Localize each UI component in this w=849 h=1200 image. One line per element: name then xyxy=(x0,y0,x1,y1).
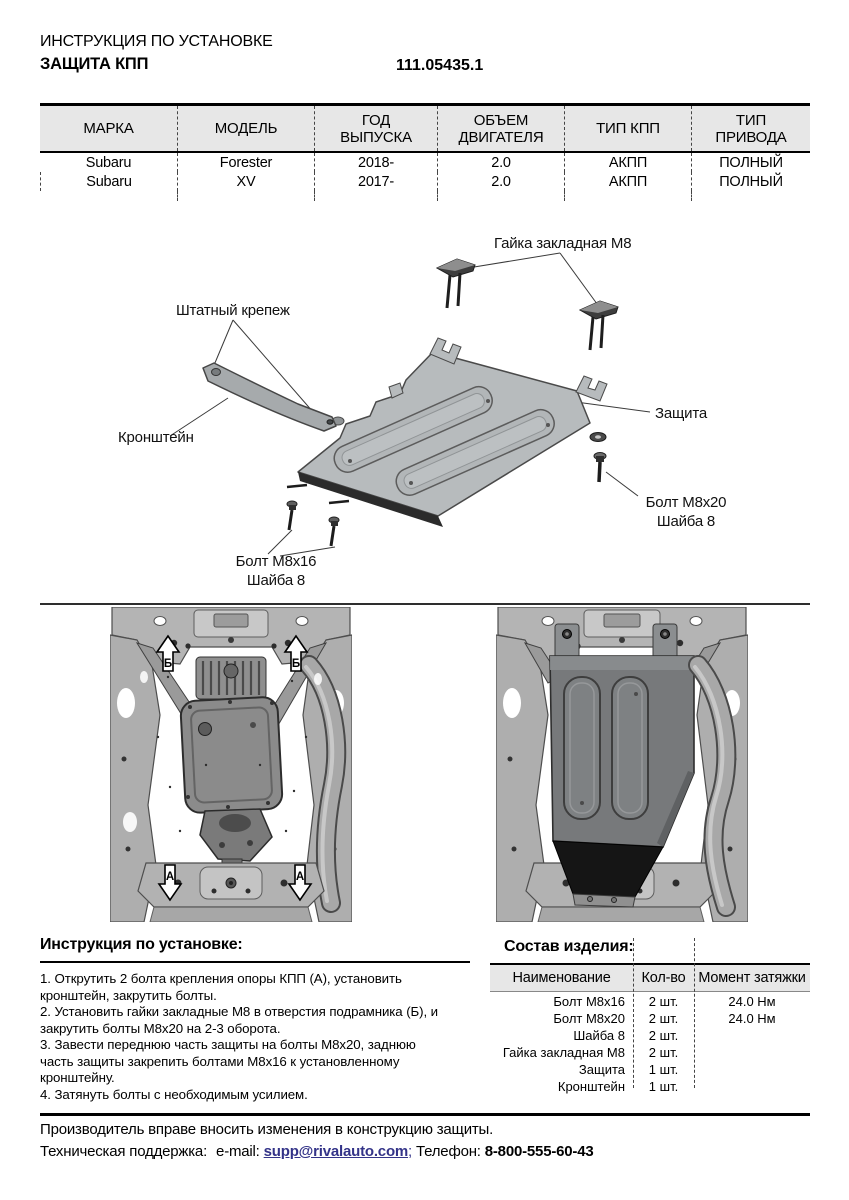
marker-letter: А xyxy=(165,871,175,883)
cell-model: XV xyxy=(177,172,314,191)
footer-divider xyxy=(40,1113,810,1116)
document-subtitle: ИНСТРУКЦИЯ ПО УСТАНОВКЕ xyxy=(40,33,273,50)
fitment-table-body xyxy=(40,153,810,191)
col-header-part-name: Наименование xyxy=(512,970,611,986)
part-qty: 2 шт. xyxy=(648,1045,679,1060)
email-separator: ; xyxy=(408,1143,413,1160)
instructions-heading: Инструкция по установке: xyxy=(40,936,243,953)
page-title: ЗАЩИТА КПП xyxy=(40,55,149,73)
part-name: Гайка закладная М8 xyxy=(502,1045,625,1060)
washer-drawing xyxy=(590,433,606,442)
col-header-engine: ОБЪЕМ ДВИГАТЕЛЯ xyxy=(437,106,564,151)
bracket-drawing xyxy=(203,363,336,431)
support-email-link[interactable]: supp@rivalauto.com xyxy=(263,1143,409,1160)
parts-table-dashed-divider xyxy=(633,938,634,1088)
col-header-torque: Момент затяжки xyxy=(698,970,806,986)
cell-year: 2018- xyxy=(314,153,437,172)
cell-brand: Subaru xyxy=(85,155,132,171)
email-label: e-mail: xyxy=(216,1143,260,1160)
fitment-table-tail xyxy=(40,191,810,201)
col-header-gearbox: ТИП КПП xyxy=(564,106,691,151)
cell-gearbox: АКПП xyxy=(564,153,691,172)
part-name: Болт М8х16 xyxy=(553,994,625,1009)
part-qty: 1 шт. xyxy=(648,1079,679,1094)
col-header-model: МОДЕЛЬ xyxy=(177,106,314,151)
parts-list-heading: Состав изделия: xyxy=(504,938,634,955)
part-qty: 2 шт. xyxy=(648,994,679,1009)
bolt-m8x16-drawing xyxy=(287,485,349,546)
cell-engine: 2.0 xyxy=(437,172,564,191)
label-bracket: Кронштейн xyxy=(118,429,194,446)
marker-letter: А xyxy=(295,871,305,883)
label-plate: Защита xyxy=(655,405,707,422)
photo-underbody-before xyxy=(110,607,352,922)
support-phone: 8-800-555-60-43 xyxy=(484,1143,594,1160)
part-number: 111.05435.1 xyxy=(396,57,484,74)
marker-letter: Б xyxy=(163,658,173,670)
cell-brand: Subaru xyxy=(40,172,177,191)
part-torque: 24.0 Нм xyxy=(728,1011,776,1026)
part-torque xyxy=(694,1062,810,1079)
marker-letter: Б xyxy=(291,658,301,670)
parts-table-dashed-divider xyxy=(694,938,695,1088)
part-name: Защита xyxy=(578,1062,625,1077)
col-header-year: ГОД ВЫПУСКА xyxy=(314,106,437,151)
instruction-step: 3. Завести переднюю часть защиты на болты М8х20, заднюю часть защиты закрепить болтами М8х16 к установленному кронштейну. xyxy=(40,1037,416,1085)
enclosed-nut-drawing xyxy=(437,259,475,308)
label-bolt-m8x20: Болт М8х20 Шайба 8 xyxy=(645,494,727,530)
section-divider xyxy=(40,603,810,605)
underbody-before-drawing xyxy=(110,607,352,922)
part-qty: 1 шт. xyxy=(648,1062,679,1077)
plate-drawing xyxy=(298,338,607,527)
cell-year: 2017- xyxy=(314,172,437,191)
label-bolt-m8x16: Болт М8х16 Шайба 8 xyxy=(235,553,317,589)
underbody-after-drawing xyxy=(496,607,748,922)
cell-drive: ПОЛНЫЙ xyxy=(691,153,810,172)
enclosed-nut-drawing xyxy=(580,301,618,350)
part-torque xyxy=(694,1028,810,1045)
instruction-step: 2. Установить гайки закладные М8 в отверстия подрамника (Б), и закрутить болты М8х20 на 2-3 оборота. xyxy=(40,1004,438,1036)
installation-instructions xyxy=(40,936,474,1103)
photo-underbody-after xyxy=(496,607,748,922)
support-label: Техническая поддержка: xyxy=(40,1143,208,1160)
part-name: Шайба 8 xyxy=(573,1028,625,1043)
col-header-brand: МАРКА xyxy=(40,106,177,151)
fitment-table-header-row xyxy=(40,106,810,151)
cell-engine: 2.0 xyxy=(437,153,564,172)
part-torque xyxy=(694,1045,810,1062)
footer-disclaimer: Производитель вправе вносить изменения в конструкцию защиты. xyxy=(40,1121,494,1138)
cell-drive: ПОЛНЫЙ xyxy=(691,172,810,191)
parts-table-body xyxy=(490,992,810,1096)
phone-label: Телефон: xyxy=(415,1143,481,1160)
part-qty: 2 шт. xyxy=(648,1011,679,1026)
footer-support-line xyxy=(40,1143,594,1160)
exploded-diagram xyxy=(40,220,810,605)
parts-table-header-row xyxy=(490,965,810,992)
part-qty: 2 шт. xyxy=(648,1028,679,1043)
part-torque xyxy=(694,1079,810,1096)
col-header-qty: Кол-во xyxy=(641,970,686,986)
instructions-divider xyxy=(40,961,470,963)
bolt-m8x20-drawing xyxy=(594,453,606,483)
label-enclosed-nut: Гайка закладная М8 xyxy=(494,235,632,252)
instruction-step: 4. Затянуть болты с необходимым усилием. xyxy=(40,1086,308,1102)
cell-model: Forester xyxy=(177,153,314,172)
part-name: Кронштейн xyxy=(557,1079,625,1094)
parts-list xyxy=(490,936,810,1092)
part-torque: 24.0 Нм xyxy=(728,994,776,1009)
instructions-steps xyxy=(40,971,444,1103)
instruction-step: 1. Открутить 2 болта крепления опоры КПП (А), установить кронштейн, закрутить болты. xyxy=(40,971,402,1003)
col-header-drive: ТИП ПРИВОДА xyxy=(691,106,810,151)
part-name: Болт М8х20 xyxy=(553,1011,625,1026)
label-factory-fastener: Штатный крепеж xyxy=(176,302,290,319)
fitment-table xyxy=(40,103,810,201)
cell-gearbox: АКПП xyxy=(564,172,691,191)
